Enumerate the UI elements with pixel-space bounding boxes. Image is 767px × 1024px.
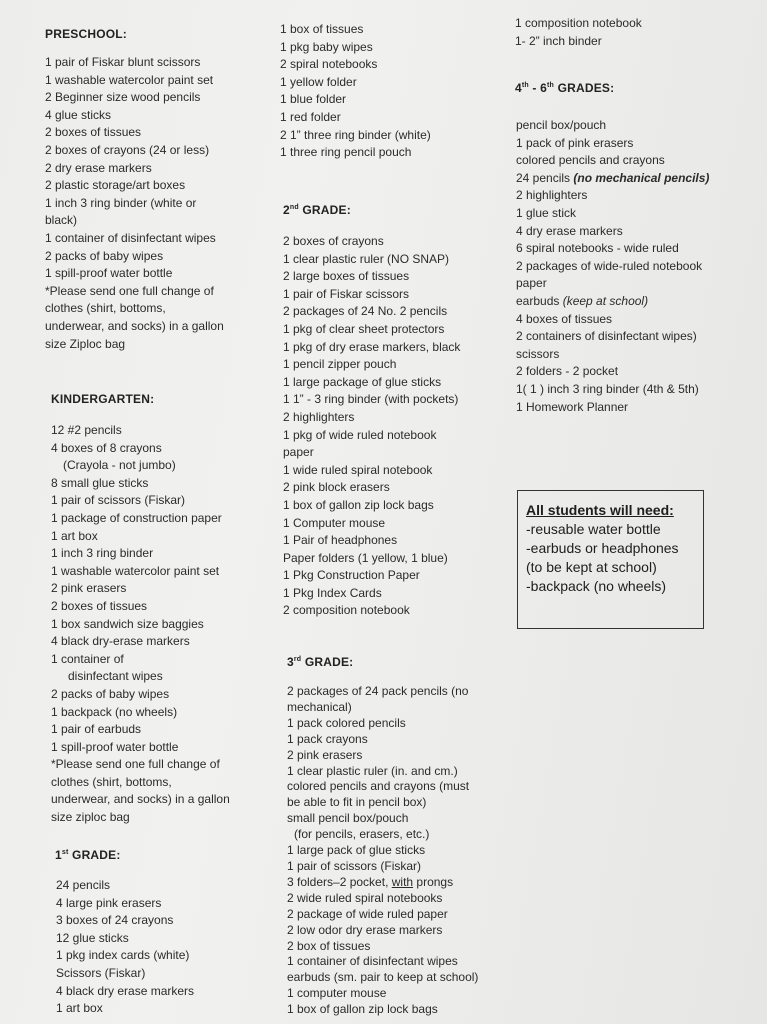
list-item: paper	[516, 276, 547, 291]
grade3-list-continued	[515, 15, 642, 50]
list-item: clothes (shirt, bottoms,	[45, 301, 166, 316]
list-item: pencil box/pouch	[516, 118, 607, 132]
list-item: 2 plastic storage/art boxes	[45, 178, 186, 193]
list-item: 2 packages of 24 pack pencils (no	[287, 684, 469, 698]
list-item: 2 highlighters	[516, 188, 588, 203]
list-item: disinfectant wipes	[68, 669, 163, 684]
kindergarten-heading: KINDERGARTEN:	[51, 392, 155, 406]
list-item: 1 computer mouse	[287, 986, 387, 1001]
all-students-title: All students will need:	[526, 502, 674, 518]
list-item: 4 glue sticks	[45, 107, 112, 122]
list-item: 1 large pack of glue sticks	[287, 843, 426, 858]
grade1-heading: 1st GRADE:	[55, 848, 121, 862]
list-item: 1 pkg index cards (white)	[56, 948, 190, 963]
list-item: 1 pack crayons	[287, 731, 368, 746]
list-item: 1 pkg of dry erase markers, black	[283, 339, 461, 354]
list-item: 1 box of gallon zip lock bags	[287, 1002, 438, 1017]
grade2-heading: 2nd GRADE:	[283, 203, 351, 217]
list-item: 1 spill-proof water bottle	[45, 266, 173, 281]
list-item: 1 Pkg Construction Paper	[283, 568, 420, 583]
grade1-list	[56, 877, 194, 1018]
list-item: 6 spiral notebooks - wide ruled	[516, 241, 679, 256]
list-item: paper	[283, 445, 314, 460]
list-item: 1 composition notebook	[515, 16, 642, 30]
list-item: 1 Computer mouse	[283, 515, 386, 530]
list-item: 1 Homework Planner	[516, 399, 629, 414]
list-item: 2 boxes of crayons (24 or less)	[45, 142, 210, 157]
list-item: 1 box of tissues	[280, 22, 364, 36]
list-item: 24 pencils	[56, 878, 111, 892]
list-item: earbuds (sm. pair to keep at school)	[287, 970, 479, 985]
list-item: 1 clear plastic ruler (in. and cm.)	[287, 763, 458, 778]
list-item: scissors	[516, 346, 560, 361]
list-item: 4 dry erase markers	[516, 223, 623, 238]
kindergarten-list	[51, 422, 230, 827]
list-item: 1 spill-proof water bottle	[51, 739, 179, 754]
list-item: 2 composition notebook	[283, 603, 410, 618]
list-item: 2 pink erasers	[287, 747, 363, 762]
grade1-list-continued	[280, 21, 431, 162]
list-item: 2 pink erasers	[51, 581, 127, 596]
list-item: 3 boxes of 24 crayons	[56, 913, 174, 928]
list-item: 2 package of wide ruled paper	[287, 906, 448, 921]
list-item: 12 glue sticks	[56, 930, 129, 945]
list-item: 1 washable watercolor paint set	[45, 72, 214, 87]
list-item: 1 Pkg Index Cards	[283, 585, 382, 600]
list-item: 1 pair of earbuds	[51, 722, 142, 737]
list-item: mechanical)	[287, 699, 352, 714]
list-item: 2 wide ruled spiral notebooks	[287, 890, 443, 905]
list-item: 1 wide ruled spiral notebook	[283, 462, 433, 477]
list-item: black)	[45, 213, 78, 228]
list-item: 1 pack colored pencils	[287, 715, 406, 730]
list-item: 3 folders–2 pocket, with prongs	[287, 874, 454, 889]
list-item: (Crayola - not jumbo)	[63, 458, 176, 473]
list-item: 8 small glue sticks	[51, 475, 149, 490]
list-item: clothes (shirt, bottoms,	[51, 774, 172, 789]
list-item: 2 containers of disinfectant wipes)	[516, 329, 697, 344]
list-item: 2 boxes of crayons	[283, 234, 384, 248]
list-item: 1 art box	[51, 528, 98, 543]
list-item: 1 pair of Fiskar scissors	[283, 286, 410, 301]
list-item: 2 spiral notebooks	[280, 57, 378, 72]
list-item: 4 large pink erasers	[56, 895, 162, 910]
list-item: 2 boxes of tissues	[45, 125, 142, 140]
list-item: 2 low odor dry erase markers	[287, 922, 443, 937]
list-item: 4 black dry erase markers	[56, 983, 195, 998]
list-item: 1 clear plastic ruler (NO SNAP)	[283, 251, 450, 266]
list-item: 1 Pair of headphones	[283, 533, 398, 548]
list-item: 1 backpack (no wheels)	[51, 704, 178, 719]
list-item: 2 Beginner size wood pencils	[45, 90, 201, 105]
grade4-6-list	[516, 117, 709, 416]
list-item: 1 pkg of clear sheet protectors	[283, 321, 445, 336]
list-item: 1 pkg of wide ruled notebook	[283, 427, 437, 442]
grade2-list	[283, 233, 460, 620]
list-item: 2 1” three ring binder (white)	[280, 127, 431, 142]
grade3-list	[287, 684, 478, 1018]
list-item: 4 boxes of 8 crayons	[51, 440, 162, 455]
list-item: 1 box of gallon zip lock bags	[283, 497, 434, 512]
list-item: 1 washable watercolor paint set	[51, 563, 220, 578]
list-item: Paper folders (1 yellow, 1 blue)	[283, 550, 448, 565]
list-item: 1 box sandwich size baggies	[51, 616, 204, 631]
list-item: earbuds (keep at school)	[516, 293, 649, 308]
list-item: be able to fit in pencil box)	[287, 795, 427, 810]
list-item: 2 large boxes of tissues	[283, 269, 410, 284]
list-item: 4 boxes of tissues	[516, 311, 613, 326]
list-item: 2 folders - 2 pocket	[516, 364, 619, 379]
list-item: 1 inch 3 ring binder	[51, 546, 154, 561]
list-item: 2 highlighters	[283, 409, 355, 424]
list-item: 1 container of	[51, 651, 124, 666]
list-item: (for pencils, erasers, etc.)	[294, 827, 430, 842]
list-item: size Ziploc bag	[45, 336, 126, 351]
list-item: 1 container of disinfectant wipes	[287, 954, 458, 969]
list-item: 2 packs of baby wipes	[51, 686, 170, 701]
list-item: 1 yellow folder	[280, 74, 357, 89]
list-item: 1 inch 3 ring binder (white or	[45, 195, 197, 210]
list-item: 1 pencil zipper pouch	[283, 357, 397, 372]
list-item: 1 large package of glue sticks	[283, 374, 442, 389]
list-item: underwear, and socks) in a gallon	[45, 318, 224, 333]
list-item: *Please send one full change of	[45, 283, 214, 298]
list-item: colored pencils and crayons	[516, 153, 665, 168]
list-item: *Please send one full change of	[51, 757, 220, 772]
list-item: 1 package of construction paper	[51, 510, 222, 525]
list-item: 1 pkg baby wipes	[280, 39, 373, 54]
list-item: 1 pair of Fiskar blunt scissors	[45, 55, 201, 69]
list-item: 1 three ring pencil pouch	[280, 145, 412, 160]
list-item: 1 blue folder	[280, 92, 347, 107]
list-item: 1( 1 ) inch 3 ring binder (4th & 5th)	[516, 381, 699, 396]
list-item: 2 boxes of tissues	[51, 598, 148, 613]
list-item: 2 box of tissues	[287, 938, 371, 953]
list-item: 2 pink block erasers	[283, 480, 390, 495]
list-item: 2 packs of baby wipes	[45, 248, 164, 263]
list-item: 1 red folder	[280, 109, 341, 124]
list-item: -earbuds or headphones	[526, 540, 679, 556]
list-item: 1 pack of pink erasers	[516, 135, 634, 150]
list-item: 4 black dry-erase markers	[51, 634, 190, 649]
list-item: -backpack (no wheels)	[526, 578, 667, 594]
grade4-6-heading: 4th - 6th GRADES:	[515, 81, 615, 95]
grade3-heading: 3rd GRADE:	[287, 655, 354, 669]
list-item: 2 packages of 24 No. 2 pencils	[283, 304, 448, 319]
list-item: 12 #2 pencils	[51, 423, 122, 437]
list-item: 2 dry erase markers	[45, 160, 152, 175]
list-item: Scissors (Fiskar)	[56, 965, 146, 980]
list-item: 1 art box	[56, 1001, 103, 1016]
list-item: underwear, and socks) in a gallon	[51, 792, 230, 807]
list-item: 1 container of disinfectant wipes	[45, 230, 216, 245]
list-item: size ziploc bag	[51, 810, 130, 825]
list-item: small pencil box/pouch	[287, 811, 409, 826]
list-item: -reusable water bottle	[526, 521, 661, 537]
all-students-box	[517, 490, 704, 629]
list-item: (to be kept at school)	[526, 559, 657, 575]
list-item: colored pencils and crayons (must	[287, 779, 470, 794]
list-item: 1 glue stick	[516, 205, 577, 220]
list-item: 1 pair of scissors (Fiskar)	[51, 493, 186, 508]
list-item: 2 packages of wide-ruled notebook	[516, 258, 703, 273]
preschool-heading: PRESCHOOL:	[45, 27, 128, 41]
preschool-list	[45, 54, 224, 353]
list-item: 24 pencils (no mechanical pencils)	[516, 170, 710, 185]
list-item: 1 1” - 3 ring binder (with pockets)	[283, 392, 459, 407]
list-item: 1- 2” inch binder	[515, 33, 602, 48]
list-item: 1 pair of scissors (Fiskar)	[287, 858, 422, 873]
